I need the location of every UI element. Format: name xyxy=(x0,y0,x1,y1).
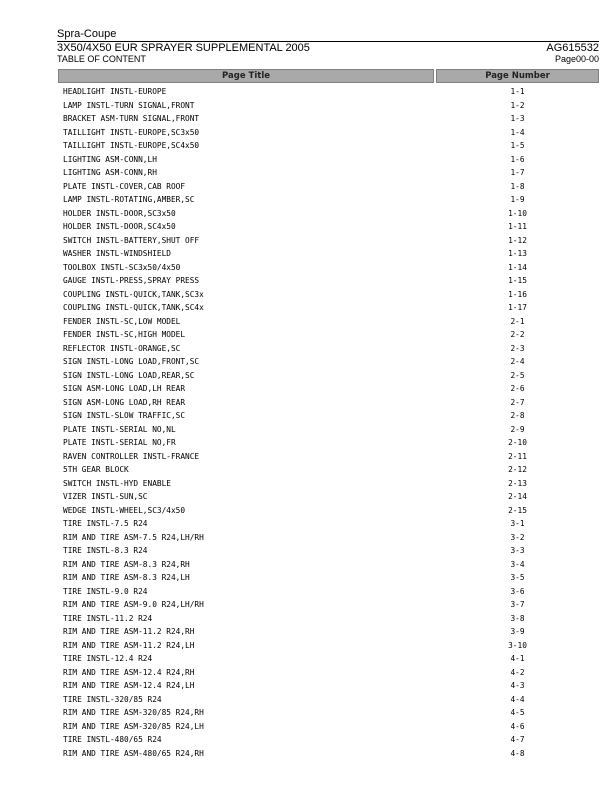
toc-row-page: 4-1 xyxy=(510,654,525,663)
toc-row xyxy=(0,355,612,369)
toc-row-page: 3-4 xyxy=(510,559,525,569)
toc-row-page: 2-8 xyxy=(510,411,525,420)
toc-row-title: TIRE INSTL-8.3 R24 xyxy=(63,546,148,555)
toc-row xyxy=(0,585,612,599)
toc-row-page: 1-14 xyxy=(508,262,527,272)
toc-row-title: SIGN ASM-LONG LOAD,RH REAR xyxy=(63,397,186,407)
toc-row-page: 4-7 xyxy=(510,735,525,744)
toc-row-page: 2-10 xyxy=(508,438,527,447)
toc-row-title: RIM AND TIRE ASM-320/85 R24,LH xyxy=(63,721,204,731)
toc-row-page: 3-9 xyxy=(510,627,525,636)
toc-row-title: PLATE INSTL-SERIAL NO,FR xyxy=(63,438,176,447)
toc-row xyxy=(0,598,612,612)
toc-row xyxy=(0,679,612,693)
toc-row-page: 3-6 xyxy=(510,586,525,596)
toc-row-title: RIM AND TIRE ASM-11.2 R24,RH xyxy=(63,627,195,636)
toc-row xyxy=(0,652,612,666)
toc-row-title: TOOLBOX INSTL-SC3x50/4x50 xyxy=(63,262,181,272)
toc-row-title: COUPLING INSTL-QUICK,TANK,SC4x xyxy=(63,303,204,312)
toc-row-page: 4-5 xyxy=(510,708,525,717)
toc-row-page: 4-4 xyxy=(510,694,525,704)
document-subtitle-row xyxy=(57,54,599,64)
toc-row-title: RIM AND TIRE ASM-480/65 R24,RH xyxy=(63,748,204,758)
toc-row-title: TIRE INSTL-480/65 R24 xyxy=(63,735,162,744)
toc-row-page: 2-14 xyxy=(508,492,527,501)
toc-row-page: 1-3 xyxy=(510,114,525,123)
toc-row xyxy=(0,531,612,545)
toc-row-title: RIM AND TIRE ASM-7.5 R24,LH/RH xyxy=(63,532,204,542)
toc-row-title: LIGHTING ASM-CONN,LH xyxy=(63,154,157,164)
toc-row-title: BRACKET ASM-TURN SIGNAL,FRONT xyxy=(63,114,200,123)
toc-row-title: RIM AND TIRE ASM-9.0 R24,LH/RH xyxy=(63,600,204,609)
toc-row-page: 1-5 xyxy=(510,141,525,150)
toc-row-title: RIM AND TIRE ASM-11.2 R24,LH xyxy=(63,640,195,650)
toc-row-title: HEADLIGHT INSTL-EUROPE xyxy=(63,87,167,96)
toc-row xyxy=(0,247,612,261)
toc-row xyxy=(0,207,612,221)
column-header-page-number: Page Number xyxy=(436,69,599,83)
toc-row-title: PLATE INSTL-COVER,CAB ROOF xyxy=(63,181,186,191)
toc-row xyxy=(0,693,612,707)
toc-row-page: 1-17 xyxy=(508,303,527,312)
toc-row-page: 4-8 xyxy=(510,748,525,758)
toc-row-title: REFLECTOR INSTL-ORANGE,SC xyxy=(63,343,181,353)
toc-row-title: TIRE INSTL-11.2 R24 xyxy=(63,613,153,623)
toc-row-page: 3-7 xyxy=(510,600,525,609)
toc-row xyxy=(0,220,612,234)
toc-row-title: VIZER INSTL-SUN,SC xyxy=(63,492,148,501)
toc-row-title: SWITCH INSTL-HYD ENABLE xyxy=(63,478,171,488)
toc-row-page: 2-1 xyxy=(510,316,525,326)
toc-row-title: TIRE INSTL-9.0 R24 xyxy=(63,586,148,596)
toc-row-page: 2-5 xyxy=(510,370,525,380)
toc-row-page: 3-1 xyxy=(510,519,525,528)
toc-row-title: RAVEN CONTROLLER INSTL-FRANCE xyxy=(63,451,200,461)
toc-row xyxy=(0,504,612,518)
toc-row-page: 2-3 xyxy=(510,343,525,353)
toc-row-page: 4-2 xyxy=(510,667,525,677)
toc-row-page: 2-7 xyxy=(510,397,525,407)
toc-row-page: 1-10 xyxy=(508,208,527,218)
toc-row xyxy=(0,450,612,464)
toc-row-page: 2-11 xyxy=(508,451,527,461)
toc-row-title: HOLDER INSTL-DOOR,SC3x50 xyxy=(63,208,176,218)
toc-row xyxy=(0,625,612,639)
toc-row-page: 3-5 xyxy=(510,573,525,582)
toc-row-title: COUPLING INSTL-QUICK,TANK,SC3x xyxy=(63,289,204,299)
toc-row-page: 2-9 xyxy=(510,424,525,434)
toc-row xyxy=(0,544,612,558)
toc-row xyxy=(0,288,612,302)
document-subtitle: TABLE OF CONTENT xyxy=(57,54,146,64)
toc-row-title: GAUGE INSTL-PRESS,SPRAY PRESS xyxy=(63,276,200,285)
toc-row xyxy=(0,315,612,329)
toc-row xyxy=(0,558,612,572)
toc-row-page: 4-6 xyxy=(510,721,525,731)
toc-row-title: TIRE INSTL-320/85 R24 xyxy=(63,694,162,704)
toc-row-page: 1-13 xyxy=(508,249,527,258)
toc-row-title: SIGN INSTL-LONG LOAD,FRONT,SC xyxy=(63,357,200,366)
toc-row-page: 2-12 xyxy=(508,465,527,474)
toc-row-title: WEDGE INSTL-WHEEL,SC3/4x50 xyxy=(63,505,186,515)
toc-row-title: HOLDER INSTL-DOOR,SC4x50 xyxy=(63,222,176,231)
toc-row-title: RIM AND TIRE ASM-12.4 R24,RH xyxy=(63,667,195,677)
toc-row xyxy=(0,517,612,531)
toc-row-page: 3-8 xyxy=(510,613,525,623)
toc-row-page: 2-15 xyxy=(508,505,527,515)
toc-row-page: 1-9 xyxy=(510,195,525,204)
toc-row-page: 4-3 xyxy=(510,681,525,690)
toc-row xyxy=(0,274,612,288)
toc-row-title: SIGN ASM-LONG LOAD,LH REAR xyxy=(63,384,186,393)
toc-row-title: TIRE INSTL-7.5 R24 xyxy=(63,519,148,528)
toc-row xyxy=(0,706,612,720)
toc-row xyxy=(0,85,612,99)
toc-row-title: RIM AND TIRE ASM-8.3 R24,LH xyxy=(63,573,190,582)
toc-row-title: TIRE INSTL-12.4 R24 xyxy=(63,654,153,663)
toc-row-page: 1-15 xyxy=(508,276,527,285)
toc-row xyxy=(0,747,612,761)
toc-row-title: SIGN INSTL-SLOW TRAFFIC,SC xyxy=(63,411,186,420)
toc-row-page: 2-6 xyxy=(510,384,525,393)
toc-row-page: 1-11 xyxy=(508,222,527,231)
toc-row-page: 1-6 xyxy=(510,154,525,164)
page-reference: Page00-00 xyxy=(554,54,599,64)
toc-row-page: 3-2 xyxy=(510,532,525,542)
brand-name: Spra-Coupe xyxy=(57,28,117,40)
toc-row-page: 3-3 xyxy=(510,546,525,555)
toc-row-page: 1-7 xyxy=(510,168,525,177)
toc-row xyxy=(0,490,612,504)
toc-row xyxy=(0,342,612,356)
toc-row-title: PLATE INSTL-SERIAL NO,NL xyxy=(63,424,176,434)
toc-row xyxy=(0,639,612,653)
toc-row-title: LIGHTING ASM-CONN,RH xyxy=(63,168,157,177)
toc-row-title: SWITCH INSTL-BATTERY,SHUT OFF xyxy=(63,235,200,245)
toc-row-title: RIM AND TIRE ASM-12.4 R24,LH xyxy=(63,681,195,690)
column-header-page-title: Page Title xyxy=(58,69,434,83)
toc-row-page: 1-12 xyxy=(508,235,527,245)
toc-row-title: RIM AND TIRE ASM-320/85 R24,RH xyxy=(63,708,204,717)
toc-row xyxy=(0,153,612,167)
toc-row xyxy=(0,139,612,153)
toc-row-title: LAMP INSTL-TURN SIGNAL,FRONT xyxy=(63,100,195,110)
toc-row-title: TAILLIGHT INSTL-EUROPE,SC4x50 xyxy=(63,141,200,150)
toc-row xyxy=(0,112,612,126)
toc-row-title: RIM AND TIRE ASM-8.3 R24,RH xyxy=(63,559,190,569)
toc-row-page: 2-4 xyxy=(510,357,525,366)
toc-row xyxy=(0,328,612,342)
toc-row-title: FENDER INSTL-SC,LOW MODEL xyxy=(63,316,181,326)
toc-row xyxy=(0,382,612,396)
toc-row xyxy=(0,423,612,437)
toc-row xyxy=(0,166,612,180)
toc-table-body xyxy=(0,85,612,760)
toc-row xyxy=(0,234,612,248)
toc-row xyxy=(0,301,612,315)
toc-row-page: 1-2 xyxy=(510,100,525,110)
toc-row xyxy=(0,720,612,734)
toc-row xyxy=(0,409,612,423)
toc-row xyxy=(0,612,612,626)
toc-row xyxy=(0,99,612,113)
toc-row xyxy=(0,571,612,585)
document-title: 3X50/4X50 EUR SPRAYER SUPPLEMENTAL 2005 xyxy=(57,42,310,54)
toc-row-title: FENDER INSTL-SC,HIGH MODEL xyxy=(63,330,186,339)
toc-row-page: 1-8 xyxy=(510,181,525,191)
toc-row xyxy=(0,193,612,207)
toc-row xyxy=(0,733,612,747)
toc-row-title: TAILLIGHT INSTL-EUROPE,SC3x50 xyxy=(63,127,200,137)
toc-row xyxy=(0,436,612,450)
toc-row xyxy=(0,261,612,275)
toc-row-page: 2-13 xyxy=(508,478,527,488)
toc-row-page: 3-10 xyxy=(508,640,527,650)
toc-row xyxy=(0,666,612,680)
toc-row xyxy=(0,126,612,140)
document-title-row xyxy=(57,41,599,54)
toc-row xyxy=(0,477,612,491)
toc-row-page: 2-2 xyxy=(510,330,525,339)
document-id: AG615532 xyxy=(546,42,599,54)
toc-row xyxy=(0,463,612,477)
toc-row-page: 1-1 xyxy=(510,87,525,96)
toc-row xyxy=(0,369,612,383)
toc-row-page: 1-4 xyxy=(510,127,525,137)
toc-row-title: WASHER INSTL-WINDSHIELD xyxy=(63,249,171,258)
toc-row xyxy=(0,396,612,410)
toc-row-page: 1-16 xyxy=(508,289,527,299)
toc-row-title: 5TH GEAR BLOCK xyxy=(63,465,129,474)
toc-row-title: SIGN INSTL-LONG LOAD,REAR,SC xyxy=(63,370,195,380)
toc-row-title: LAMP INSTL-ROTATING,AMBER,SC xyxy=(63,195,195,204)
toc-row xyxy=(0,180,612,194)
